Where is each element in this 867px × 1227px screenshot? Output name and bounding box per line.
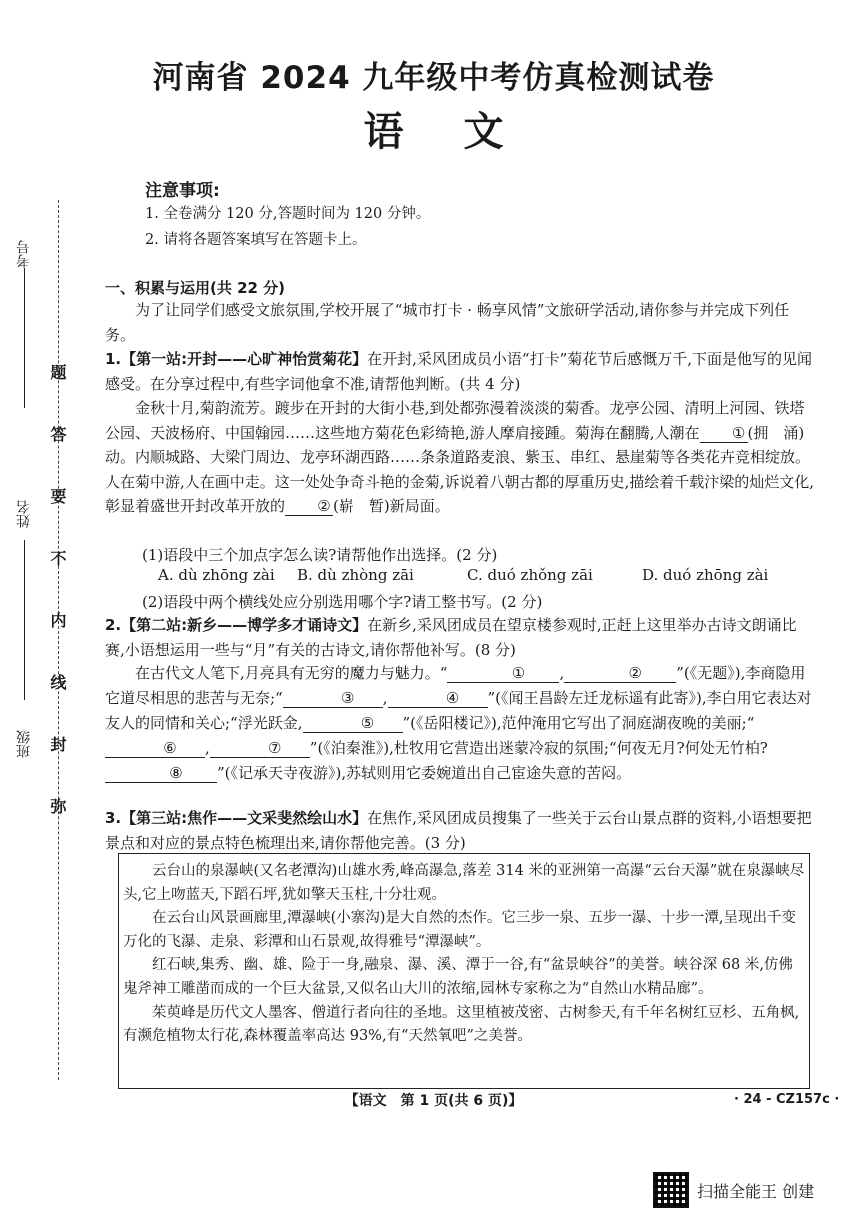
question-3 [105,806,815,855]
seal-char-3: 线 [48,674,67,690]
question-1-text: 在开封,采风团成员小语“打卡”菊花节后感慨万千,下面是他写的见闻感受。在分享过程中,有些字词他拿不准,请帮他判断。(共 4 分) [105,350,813,393]
exam-number-label: 考号 [16,240,32,268]
material-paragraph: 红石峡,集秀、幽、雄、险于一身,融泉、瀑、溪、潭于一谷,有“盆景峡谷”的美誉。峡谷深 68 米,仿佛鬼斧神工雕凿而成的一个巨大盆景,又似名山大川的浓缩,园林专家称之为“自然山水精品廊”。 [123,957,793,997]
scanner-text: 扫描全能王 创建 [697,1181,815,1201]
passage-text: 动。内顺城路、大梁门周边、龙亭环湖西路……条条道路麦浪、紫玉、串红、悬崖菊等各类花卉竞相绽放。人在菊中游,人在画中走。这一处处争奇斗艳的金菊,诉说着八朝古都的厚重历史,描绘着千载汴梁的灿烂文化,彰显着盛世开封改革开放的 [105,448,815,515]
scanner-watermark [653,1172,814,1208]
blank-q2-2: ② [564,664,676,683]
seal-char-6: 要 [48,488,67,504]
question-3-heading: 3.【第三站:焦作——文采斐然绘山水】 [105,809,368,827]
passage-text: 新局面。 [389,497,450,515]
option-c: C. duó zhǒng zāi [467,566,593,584]
question-1-heading: 1.【第一站:开封——心旷神怡赏菊花】 [105,350,368,368]
passage-text: ”(《岳阳楼记》),范仲淹用它写出了洞庭湖夜晚的美丽;“ [402,714,755,732]
option-b: B. dù zhòng zāi [297,566,414,584]
passage-text: ”(《闻王昌龄左迁龙标遥有此寄》),李白用它表达对友人的同情和关心;“浮光跃金, [105,689,812,732]
material-paragraph: 茱萸峰是历代文人墨客、僧道行者向往的圣地。这里植被茂密、古树参天,有千年名树红豆杉、五角枫,有濒危植物太行花,森林覆盖率高达 93%,有“天然氧吧”之美誉。 [123,1004,800,1045]
blank-2: ② [285,497,333,516]
blank-q2-4: ④ [388,689,488,708]
material-box-content [123,860,807,1049]
seal-char-4: 内 [48,612,67,628]
seal-char-8: 题 [48,364,67,380]
blank-2-hint: (崭 暂) [333,497,390,515]
section-intro: 为了让同学们感受文旅氛围,学校开展了“城市打卡 · 畅享风情”文旅研学活动,请你参与并完成下列任务。 [105,301,790,344]
blank-q2-8: ⑧ [105,764,217,783]
question-1 [105,347,815,396]
question-1-passage [105,396,815,519]
question-3-text: 在焦作,采风团成员搜集了一些关于云台山景点群的资料,小语想要把景点和对应的景点特色梳理出来,请你帮他完善。(3 分) [105,809,812,852]
notice-heading: 注意事项: [145,181,220,201]
blank-q2-7: ⑦ [210,739,310,758]
passage-text: ”(《泊秦淮》),杜牧用它营造出迷蒙冷寂的氛围;“何夜无月?何处无竹柏? [309,739,768,757]
notice-item: 1. 全卷满分 120 分,答题时间为 120 分钟。 [145,206,431,222]
seal-char-1: 弥 [48,798,67,814]
material-paragraph: 在云台山风景画廊里,潭瀑峡(小寨沟)是大自然的杰作。它三步一泉、五步一瀑、十步一潭,呈现出千变万化的飞瀑、走泉、彩潭和山石景观,故得雅号“潭瀑峡”。 [123,910,797,950]
passage-text: ”(《记承天寺夜游》),苏轼则用它委婉道出自己宦途失意的苦闷。 [217,764,632,782]
seal-char-7: 答 [48,426,67,442]
blank-q2-5: ⑤ [303,714,403,733]
name-label: 姓名 [16,500,32,528]
question-2-passage: 在古代文人笔下,月亮具有无穷的魔力与魅力。“ ① , ② ”(《无题》),李商隐用它道尽相思的悲苦与无奈;“ ③ , ④ ”(《闻王昌龄左迁龙标遥有此寄》),李白用它表达对友人的同情和关心;“浮光跃金, ⑤ ”(《岳阳楼记》),范仲淹用它写出了洞庭湖夜晚的美丽;“⑥ , ⑦ ”(《泊秦淮》),杜牧用它营造出迷蒙冷寂的氛围;“何夜无月?何处无竹柏?⑧ ”(《记承天寺夜游》),苏轼则用它委婉道出自己宦途失意的苦闷。 [105,664,812,782]
passage-text: 在古代文人笔下,月亮具有无穷的魔力与魅力。“ [135,664,448,682]
question-1-sub2: (2)语段中两个横线处应分别选用哪个字?请工整书写。(2 分) [142,593,543,611]
class-label: 班级 [16,730,32,758]
question-1-sub1: (1)语段中三个加点字怎么读?请帮他作出选择。(2 分) [142,546,498,564]
section-heading: 一、积累与运用(共 22 分) [105,279,286,297]
question-2-heading: 2.【第二站:新乡——博学多才诵诗文】 [105,616,368,634]
passage-text: 金秋十月,菊韵流芳。踱步在开封的大街小巷,到处都弥漫着淡淡的菊香。龙亭公园、清明上河园、铁塔公园、天波杨府、中国翰园……这些地方菊花色彩绮艳,游人摩肩接踵。菊海在翻腾,人潮在 [105,399,805,442]
seal-line [58,200,59,1080]
blank-1: ① [700,424,748,443]
name-line [24,540,25,700]
question-2 [105,613,815,662]
question-2-text: 在新乡,采风团成员在望京楼参观时,正赶上这里举办古诗文朗诵比赛,小语想运用一些与“月”有关的古诗文,请你帮他补写。(8 分) [105,616,797,659]
page-footer: 【语文 第 1 页(共 6 页)】 [344,1093,523,1109]
seal-char-5: 不 [48,550,67,566]
seal-char-2: 封 [48,736,67,752]
passage-text: ”(《无题》),李商隐用它道尽相思的悲苦与无奈;“ [105,664,806,707]
blank-q2-6: ⑥ [105,739,205,758]
blank-q2-1: ① [447,664,559,683]
material-paragraph: 云台山的泉瀑峡(又名老潭沟)山雄水秀,峰高瀑急,落差 314 米的亚洲第一高瀑“云台天瀑”就在泉瀑峡尽头,它上吻蓝天,下蹈石坪,犹如擎天玉柱,十分壮观。 [123,863,805,903]
blank-q2-3: ③ [283,689,383,708]
notice-item: 2. 请将各题答案填写在答题卡上。 [145,232,367,248]
option-a: A. dù zhōng zài [158,566,275,584]
subject-title: 语文 [363,109,564,155]
paper-code: · 24 - CZ157c · [734,1092,840,1107]
exam-number-line [24,268,25,408]
blank-1-hint: (拥 涌) [747,423,805,442]
qr-code-icon [653,1172,689,1208]
option-d: D. duó zhōng zài [642,566,769,584]
exam-title: 河南省 2024 九年级中考仿真检测试卷 [152,60,715,96]
